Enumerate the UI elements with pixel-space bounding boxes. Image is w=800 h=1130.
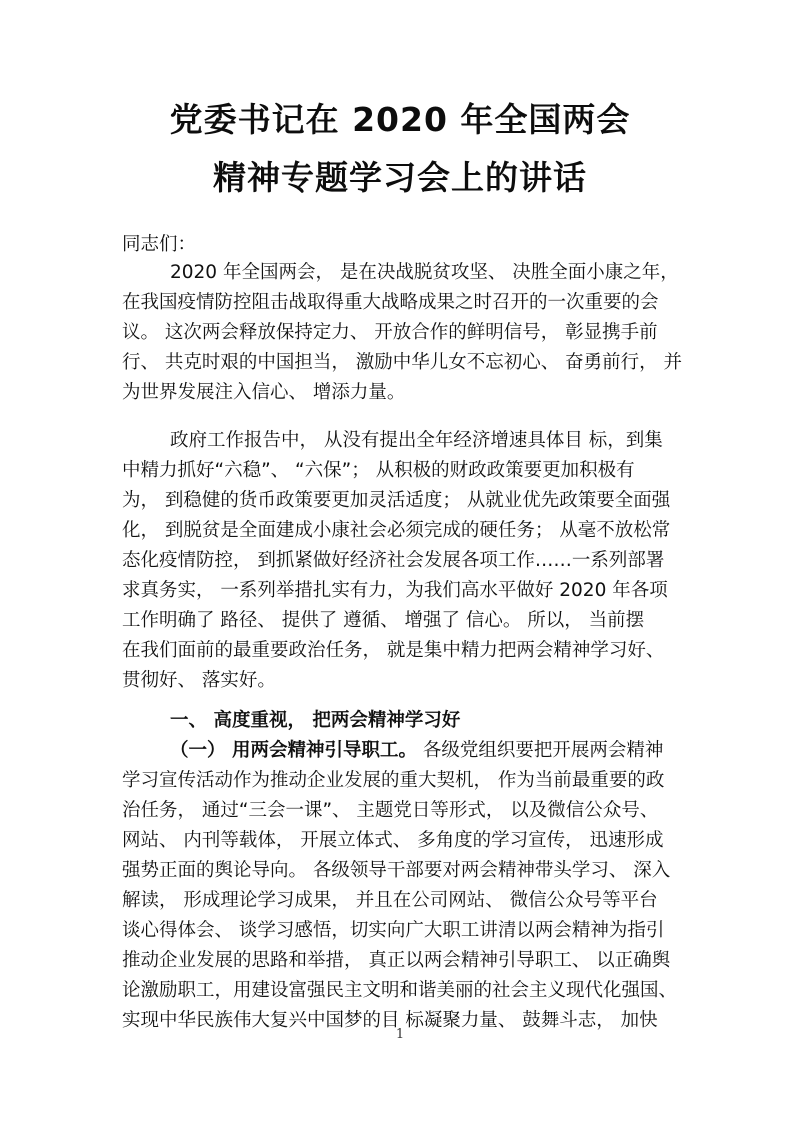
subsection-1-first-line	[122, 736, 682, 766]
salutation	[122, 230, 682, 260]
paragraph-1-line: 议。 这次两会释放保持定力、 开放合作的鲜明信号， 彰显携手前	[122, 322, 658, 343]
subsection-1-line: 网站、 内刊等载体， 开展立体式、 多角度的学习宣传， 迅速形成	[122, 830, 664, 851]
section-1-heading: 一、 高度重视， 把两会精神学习好	[170, 710, 461, 731]
paragraph-2-line: 在我们面前的最重要政治任务， 就是集中精力把两会精神学习好、	[122, 640, 665, 661]
subsection-1-line: 学习宣传活动作为推动企业发展的重大契机， 作为当前最重要的政	[122, 770, 665, 791]
paragraph-2-line: 政府工作报告中， 从没有提出全年经济增速具体目 标，到集	[170, 430, 663, 451]
subsection-1-line: 实现中华民族伟大复兴中国梦的目 标凝聚力量、 鼓舞斗志， 加快	[122, 1010, 658, 1031]
page-number: 1	[395, 1027, 405, 1042]
subsection-1-line: 论激励职工，用建设富强民主文明和谐美丽的社会主义现代化强国、	[122, 980, 678, 1001]
paragraph-1-line: 2020 年全国两会， 是在决战脱贫攻坚、 决胜全面小康之年，	[170, 262, 679, 283]
subsection-1-heading: （一） 用两会精神引导职工。	[170, 740, 417, 761]
section-1	[122, 706, 682, 1036]
paragraph-1-line: 在我国疫情防控阻击战取得重大战略成果之时召开的一次重要的会	[122, 292, 659, 313]
subsection-1-line: 治任务， 通过“三会一课”、 主题党日等形式， 以及微信公众号、	[122, 800, 659, 821]
subsection-1-line: 解读， 形成理论学习成果， 并且在公司网站、 微信公众号等平台	[122, 890, 658, 911]
paragraph-1-line: 行、 共克时艰的中国担当， 激励中华儿女不忘初心、 奋勇前行， 并	[122, 352, 682, 373]
paragraph-2-line: 求真务实， 一系列举措扎实有力，为我们高水平做好 2020 年各项	[122, 580, 668, 601]
paragraph-1-line: 为世界发展注入信心、 增添力量。	[122, 382, 406, 403]
paragraph-1	[122, 258, 682, 408]
paragraph-2-line: 贯彻好、 落实好。	[122, 670, 276, 691]
paragraph-2-line: 态化疫情防控， 到抓紧做好经济社会发展各项工作……一系列部署	[122, 550, 665, 571]
paragraph-2-line: 化， 到脱贫是全面建成小康社会必须完成的硬任务； 从毫不放松常	[122, 520, 671, 541]
subsection-1-first-line-text: 各级党组织要把开展两会精神	[416, 740, 664, 761]
paragraph-2-line: 工作明确了 路径、 提供了 遵循、 增强了 信心。 所以， 当前摆	[122, 610, 645, 631]
subsection-1-line: 推动企业发展的思路和举措， 真正以两会精神引导职工、 以正确舆	[122, 950, 671, 971]
subsection-1-line: 强势正面的舆论导向。 各级领导干部要对两会精神带头学习、 深入	[122, 860, 671, 881]
document-title-line-2: 精神专题学习会上的讲话	[213, 158, 587, 197]
salutation-text: 同志们：	[122, 234, 197, 255]
paragraph-2-line: 为， 到稳健的货币政策要更加灵活适度； 从就业优先政策要全面强	[122, 490, 671, 511]
document-title-line-1: 党委书记在 2020 年全国两会	[169, 100, 631, 139]
paragraph-2	[122, 426, 682, 696]
subsection-1-line: 谈心得体会、 谈学习感悟，切实向广大职工讲清以两会精神为指引	[122, 920, 665, 941]
paragraph-2-line: 中精力抓好“六稳”、 “六保”； 从积极的财政政策要更加积极有	[122, 460, 635, 481]
